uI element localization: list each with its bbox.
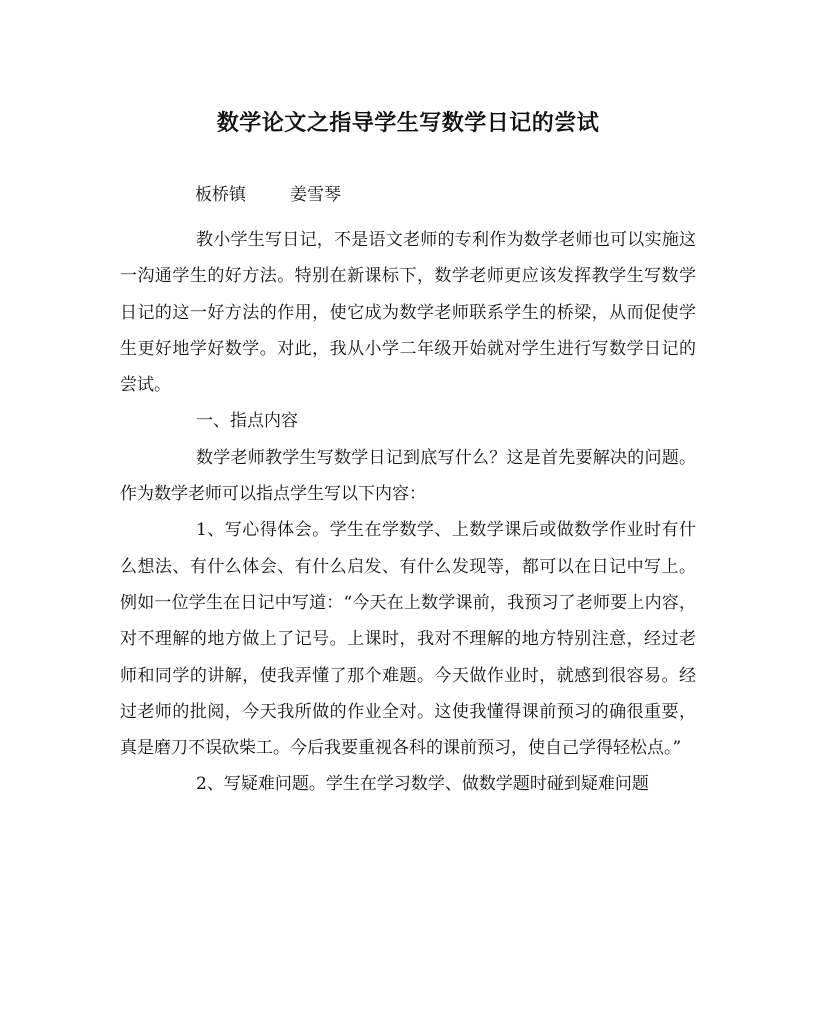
paragraph-question: 数学老师教学生写数学日记到底写什么？这是首先要解决的问题。作为数学老师可以指点学生写以下内容： [120, 447, 696, 505]
document-body [120, 222, 696, 803]
document-title: 数学论文之指导学生写数学日记的尝试 [216, 110, 600, 136]
paragraph-intro: 教小学生写日记，不是语文老师的专利作为数学老师也可以实施这一沟通学生的好方法。特别在新课标下，数学老师更应该发挥教学生写数学日记的这一好方法的作用，使它成为数学老师联系学生的桥梁，从而促使学生更好地学好数学。对此，我从小学二年级开始就对学生进行写数学日记的尝试。 [120, 230, 696, 396]
section-heading: 一、指点内容 [196, 411, 298, 432]
paragraph-item-1: 1、写心得体会。学生在学数学、上数学课后或做数学作业时有什么想法、有什么体会、有什么启发、有什么发现等，都可以在日记中写上。例如一位学生在日记中写道：“今天在上数学课前，我预习了老师要上内容，对不理解的地方做上了记号。上课时，我对不理解的地方特别注意，经过老师和同学的讲解，使我弄懂了那个难题。今天做作业时，就感到很容易。经过老师的批阅，今天我所做的作业全对。这使我懂得课前预习的确很重要，真是磨刀不误砍柴工。今后我要重视各科的课前预习，使自己学得轻松点。” [120, 520, 696, 759]
author-name: 姜雪琴 [290, 185, 341, 205]
paragraph-item-2: 2、写疑难问题。学生在学习数学、做数学题时碰到疑难问题 [196, 774, 649, 795]
author-line [195, 180, 341, 210]
author-place: 板桥镇 [195, 185, 246, 205]
